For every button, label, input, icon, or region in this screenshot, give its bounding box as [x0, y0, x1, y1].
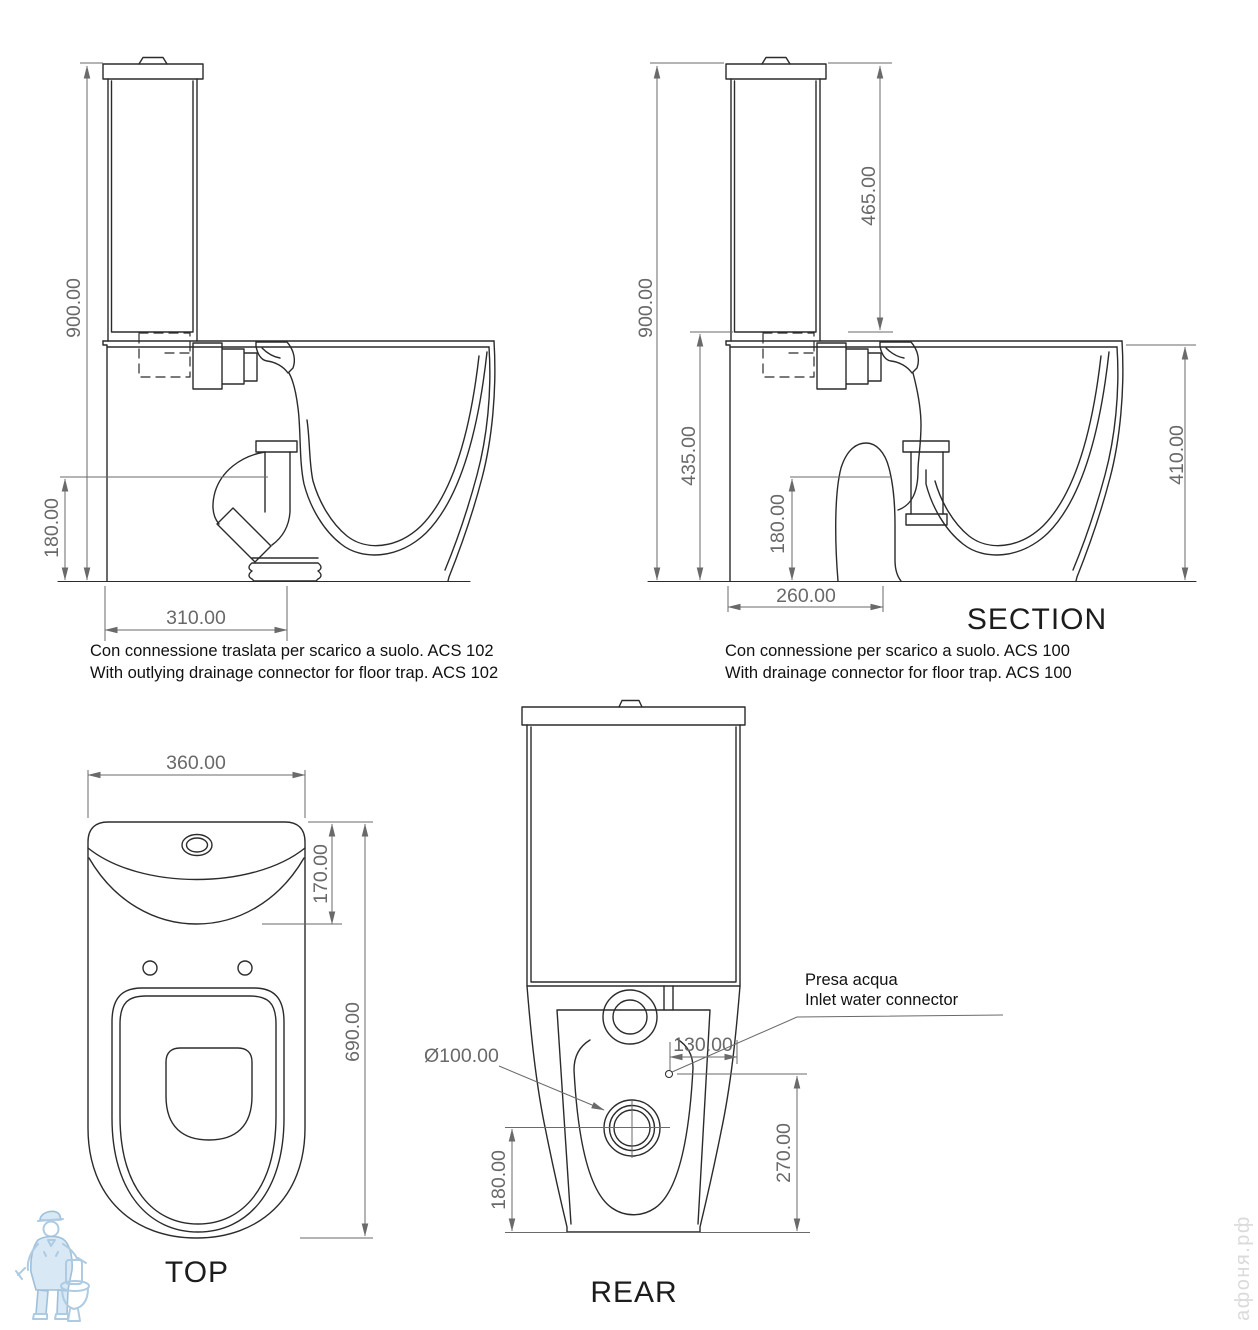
- section-toilet-outline: [648, 58, 1196, 582]
- bowl-back-edge: [726, 341, 730, 581]
- flush-button-inner: [187, 838, 208, 852]
- cistern-lid-edge: [88, 848, 305, 880]
- hidden-valve-outline: [763, 333, 814, 377]
- cistern-button: [139, 58, 167, 65]
- bowl-interior: [289, 352, 487, 555]
- outlet-flange: [256, 441, 297, 452]
- dim-rear-inlet-offset: 130.00: [673, 1034, 733, 1056]
- dim-rear-drain-diameter: Ø100.00: [424, 1045, 499, 1067]
- bowl-back-edge: [103, 341, 107, 581]
- bowl-interior: [926, 352, 1109, 555]
- watermark-plumber-logo: [16, 1211, 89, 1321]
- floor-trap-dome: [836, 443, 901, 581]
- rear-dimensions: [424, 1034, 810, 1233]
- dim-side-outlet-offset: 310.00: [166, 607, 226, 629]
- side-toilet-outline: [58, 58, 495, 582]
- view-side-acs102: [41, 58, 498, 683]
- outlet-flange: [903, 441, 949, 452]
- section-dimensions: [635, 63, 1196, 612]
- dim-section-outlet-height: 180.00: [766, 494, 789, 554]
- dim-section-base-depth: 260.00: [776, 585, 836, 607]
- bowl-outline: [527, 986, 740, 1232]
- drain-hole: [166, 1048, 252, 1140]
- cistern-button: [619, 701, 642, 708]
- section-caption-italian: Con connessione per scarico a suolo. ACS 100: [725, 642, 1070, 660]
- cistern-button: [762, 58, 790, 65]
- section-caption-english: With drainage connector for floor trap. ACS 100: [725, 664, 1072, 682]
- cistern-lid: [522, 707, 745, 725]
- threaded-outlet: [249, 558, 321, 581]
- rear-inlet-note-italian: Presa acqua: [805, 971, 898, 989]
- outlet-pipe: [265, 452, 290, 545]
- cistern-tank: [527, 725, 740, 986]
- side-dimensions: [41, 63, 287, 641]
- side-caption-italian: Con connessione traslata per scarico a suolo. ACS 102: [90, 642, 494, 660]
- inlet-tube: [664, 986, 673, 1010]
- cistern-lid: [726, 64, 826, 79]
- dim-side-outlet-height: 180.00: [40, 498, 63, 558]
- view-top: [88, 752, 373, 1289]
- dim-section-total-height: 900.00: [634, 278, 657, 338]
- bowl-opening-inner: [120, 996, 276, 1224]
- rear-inlet-note-english: Inlet water connector: [805, 991, 959, 1009]
- outlet-pipe: [911, 452, 943, 514]
- upper-port-inner: [613, 1000, 647, 1034]
- dim-section-rim-height: 410.00: [1165, 425, 1188, 485]
- top-toilet-outline: [88, 822, 305, 1238]
- dim-rear-drain-height: 180.00: [487, 1150, 510, 1210]
- bowl-opening-outer: [112, 988, 284, 1232]
- section-view-label: SECTION: [966, 603, 1108, 636]
- plumber-head: [44, 1222, 59, 1237]
- cistern-front-edge: [89, 858, 304, 924]
- dim-top-length: 690.00: [341, 1002, 364, 1062]
- bowl-front-edge: [445, 341, 495, 581]
- seat-hole-left: [143, 961, 157, 975]
- dim-side-total-height: 900.00: [62, 278, 85, 338]
- watermark-site-text: афоня.рф: [1232, 1215, 1254, 1321]
- dim-top-width: 360.00: [166, 752, 226, 774]
- bowl-deck: [726, 341, 1122, 347]
- flush-valve: [817, 343, 881, 389]
- inlet-point: [666, 1071, 673, 1078]
- dim-section-cistern-height: 465.00: [857, 166, 880, 226]
- side-caption-english: With outlying drainage connector for floor trap. ACS 102: [90, 664, 499, 682]
- view-section-acs100: [635, 58, 1196, 683]
- cistern-lid: [103, 64, 203, 79]
- cistern-tank: [108, 79, 197, 341]
- view-rear: [424, 701, 1003, 1310]
- top-view-label: TOP: [164, 1256, 230, 1289]
- dim-rear-inlet-height: 270.00: [772, 1123, 795, 1183]
- panel-recess: [574, 1039, 693, 1215]
- angled-connector-45: [217, 508, 271, 562]
- dim-section-bowl-height: 435.00: [677, 426, 700, 486]
- dim-top-cistern-depth: 170.00: [309, 844, 332, 904]
- plumber-boots: [33, 1314, 68, 1319]
- top-dimensions: [88, 752, 373, 1238]
- bowl-deck: [103, 341, 494, 347]
- flush-valve: [193, 343, 257, 389]
- hidden-valve-outline: [139, 333, 190, 377]
- upper-port-outer: [603, 990, 657, 1044]
- rear-view-label: REAR: [590, 1276, 678, 1309]
- cistern-tank: [731, 79, 820, 341]
- rear-toilet-outline: [522, 701, 1003, 1233]
- seat-hole-right: [238, 961, 252, 975]
